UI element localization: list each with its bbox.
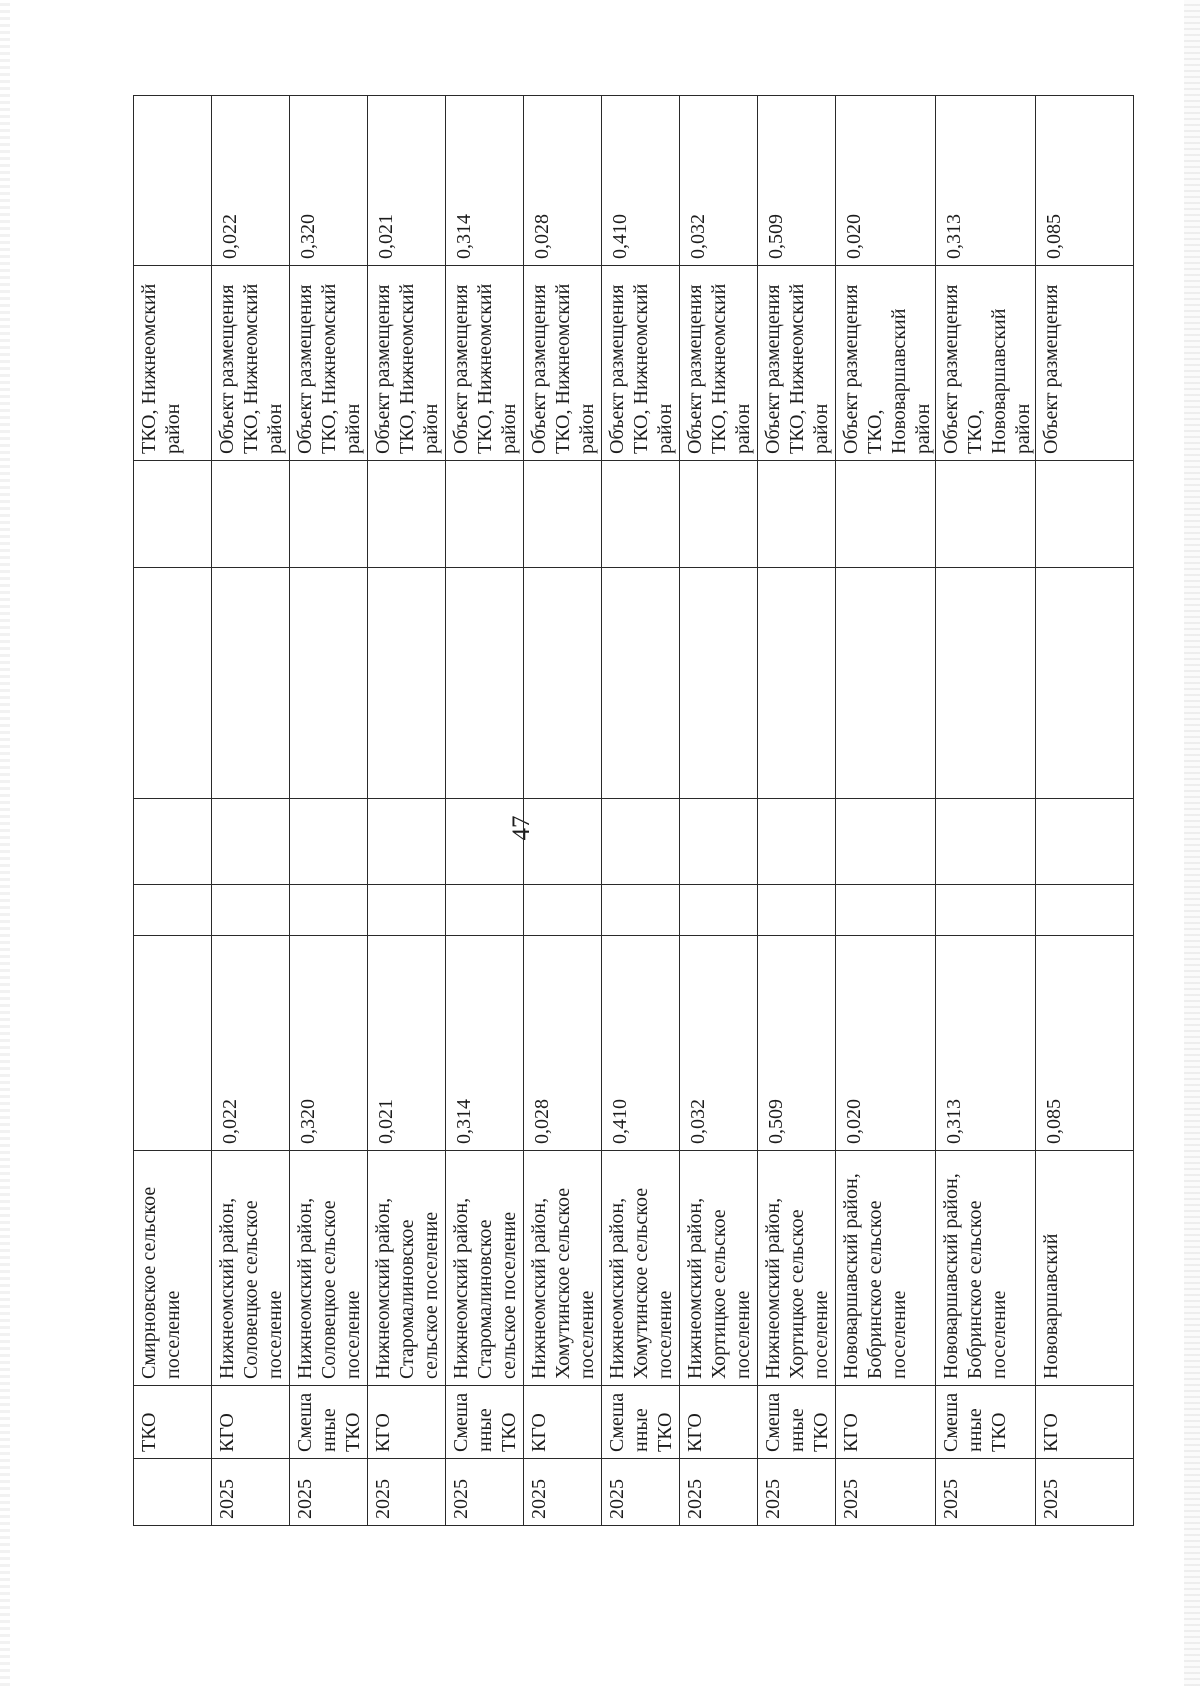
empty-cell xyxy=(758,568,836,799)
table-row xyxy=(446,96,524,1526)
waste-type-cell: ТКО xyxy=(134,1386,212,1459)
table-row xyxy=(290,96,368,1526)
year-cell: 2025 xyxy=(368,1459,446,1526)
table-row xyxy=(212,96,290,1526)
empty-cell xyxy=(602,799,680,885)
volume-cell: 0,320 xyxy=(290,936,368,1151)
volume-cell: 0,020 xyxy=(836,936,936,1151)
location-cell: Нижнеомский район, Старомалиновское сельское поселение xyxy=(446,1151,524,1386)
year-cell: 2025 xyxy=(936,1459,1036,1526)
empty-cell xyxy=(1036,461,1134,568)
empty-cell xyxy=(368,885,446,936)
empty-cell xyxy=(836,461,936,568)
waste-type-cell: КГО xyxy=(836,1386,936,1459)
volume-cell: 0,509 xyxy=(758,936,836,1151)
empty-cell xyxy=(212,799,290,885)
volume-cell: 0,028 xyxy=(524,936,602,1151)
disposal-object-cell: Объект размещения ТКО, Нижнеомский район xyxy=(524,266,602,461)
empty-cell xyxy=(758,461,836,568)
year-cell: 2025 xyxy=(212,1459,290,1526)
waste-type-cell: Смешанные ТКО xyxy=(936,1386,1036,1459)
table-row xyxy=(758,96,836,1526)
disposal-object-cell: Объект размещения ТКО, Нововаршавский район xyxy=(936,266,1036,461)
empty-cell xyxy=(212,885,290,936)
table-row xyxy=(134,96,212,1526)
volume-cell xyxy=(134,936,212,1151)
empty-cell xyxy=(134,885,212,936)
empty-cell xyxy=(936,799,1036,885)
year-cell: 2025 xyxy=(524,1459,602,1526)
empty-cell xyxy=(524,799,602,885)
table-row xyxy=(602,96,680,1526)
year-cell: 2025 xyxy=(1036,1459,1134,1526)
empty-cell xyxy=(680,461,758,568)
disposal-object-cell: Объект размещения ТКО, Нижнеомский район xyxy=(602,266,680,461)
empty-cell xyxy=(524,568,602,799)
empty-cell xyxy=(368,568,446,799)
empty-cell xyxy=(524,885,602,936)
table-row xyxy=(836,96,936,1526)
empty-cell xyxy=(936,461,1036,568)
waste-type-cell: КГО xyxy=(368,1386,446,1459)
volume-cell: 0,021 xyxy=(368,936,446,1151)
disposal-object-cell: Объект размещения ТКО, Нижнеомский район xyxy=(368,266,446,461)
year-cell: 2025 xyxy=(680,1459,758,1526)
waste-type-cell: Смешанные ТКО xyxy=(446,1386,524,1459)
location-cell: Нововаршавский район, Бобринское сельское поселение xyxy=(836,1151,936,1386)
volume-cell: 0,410 xyxy=(602,936,680,1151)
empty-cell xyxy=(446,885,524,936)
year-cell: 2025 xyxy=(290,1459,368,1526)
waste-type-cell: КГО xyxy=(1036,1386,1134,1459)
volume-cell: 0,314 xyxy=(446,936,524,1151)
year-cell: 2025 xyxy=(836,1459,936,1526)
empty-cell xyxy=(1036,799,1134,885)
empty-cell xyxy=(134,461,212,568)
disposal-object-cell: Объект размещения ТКО, Нижнеомский район xyxy=(680,266,758,461)
location-cell: Смирновское сельское поселение xyxy=(134,1151,212,1386)
empty-cell xyxy=(936,885,1036,936)
location-cell: Нижнеомский район, Хомутинское сельское поселение xyxy=(524,1151,602,1386)
empty-cell xyxy=(134,799,212,885)
empty-cell xyxy=(836,568,936,799)
volume-cell: 0,313 xyxy=(936,936,1036,1151)
empty-cell xyxy=(134,568,212,799)
location-cell: Нижнеомский район, Старомалиновское сельское поселение xyxy=(368,1151,446,1386)
table-row xyxy=(680,96,758,1526)
empty-cell xyxy=(290,568,368,799)
empty-cell xyxy=(758,799,836,885)
waste-table xyxy=(133,95,1134,1526)
empty-cell xyxy=(446,568,524,799)
empty-cell xyxy=(290,885,368,936)
year-cell: 2025 xyxy=(758,1459,836,1526)
disposal-volume-cell: 0,314 xyxy=(446,96,524,266)
disposal-volume-cell: 0,032 xyxy=(680,96,758,266)
location-cell: Нижнеомский район, Хомутинское сельское поселение xyxy=(602,1151,680,1386)
year-cell xyxy=(134,1459,212,1526)
location-cell: Нижнеомский район, Хортицкое сельское поселение xyxy=(758,1151,836,1386)
volume-cell: 0,032 xyxy=(680,936,758,1151)
waste-type-cell: Смешанные ТКО xyxy=(602,1386,680,1459)
disposal-object-cell: ТКО, Нижнеомский район xyxy=(134,266,212,461)
location-cell: Нововаршавский район, Бобринское сельское поселение xyxy=(936,1151,1036,1386)
location-cell: Нововаршавский xyxy=(1036,1151,1134,1386)
waste-type-cell: КГО xyxy=(212,1386,290,1459)
empty-cell xyxy=(602,568,680,799)
table-row xyxy=(1036,96,1134,1526)
empty-cell xyxy=(1036,568,1134,799)
table-row xyxy=(524,96,602,1526)
empty-cell xyxy=(368,799,446,885)
volume-cell: 0,085 xyxy=(1036,936,1134,1151)
empty-cell xyxy=(758,885,836,936)
empty-cell xyxy=(212,568,290,799)
disposal-volume-cell: 0,020 xyxy=(836,96,936,266)
disposal-volume-cell: 0,410 xyxy=(602,96,680,266)
empty-cell xyxy=(680,568,758,799)
year-cell: 2025 xyxy=(602,1459,680,1526)
empty-cell xyxy=(290,461,368,568)
disposal-volume-cell: 0,028 xyxy=(524,96,602,266)
disposal-volume-cell: 0,021 xyxy=(368,96,446,266)
disposal-volume-cell: 0,313 xyxy=(936,96,1036,266)
table-body xyxy=(134,96,1134,1526)
disposal-object-cell: Объект размещения ТКО, Нововаршавский район xyxy=(836,266,936,461)
empty-cell xyxy=(1036,885,1134,936)
empty-cell xyxy=(602,885,680,936)
empty-cell xyxy=(836,885,936,936)
empty-cell xyxy=(212,461,290,568)
table-row xyxy=(936,96,1036,1526)
empty-cell xyxy=(836,799,936,885)
empty-cell xyxy=(936,568,1036,799)
rotated-table-frame xyxy=(133,96,1089,1526)
disposal-object-cell: Объект размещения ТКО, Нижнеомский район xyxy=(290,266,368,461)
disposal-object-cell: Объект размещения ТКО, Нижнеомский район xyxy=(758,266,836,461)
scan-edge-left xyxy=(0,0,10,1686)
waste-type-cell: Смешанные ТКО xyxy=(758,1386,836,1459)
empty-cell xyxy=(446,461,524,568)
waste-type-cell: Смешанные ТКО xyxy=(290,1386,368,1459)
disposal-object-cell: Объект размещения ТКО, Нижнеомский район xyxy=(212,266,290,461)
empty-cell xyxy=(446,799,524,885)
waste-type-cell: КГО xyxy=(680,1386,758,1459)
disposal-object-cell: Объект размещения xyxy=(1036,266,1134,461)
empty-cell xyxy=(524,461,602,568)
disposal-volume-cell xyxy=(134,96,212,266)
waste-type-cell: КГО xyxy=(524,1386,602,1459)
disposal-volume-cell: 0,320 xyxy=(290,96,368,266)
empty-cell xyxy=(602,461,680,568)
disposal-volume-cell: 0,022 xyxy=(212,96,290,266)
location-cell: Нижнеомский район, Соловецкое сельское поселение xyxy=(290,1151,368,1386)
disposal-volume-cell: 0,509 xyxy=(758,96,836,266)
location-cell: Нижнеомский район, Соловецкое сельское поселение xyxy=(212,1151,290,1386)
page-number: 47 xyxy=(508,815,535,841)
volume-cell: 0,022 xyxy=(212,936,290,1151)
location-cell: Нижнеомский район, Хортицкое сельское поселение xyxy=(680,1151,758,1386)
empty-cell xyxy=(680,885,758,936)
disposal-object-cell: Объект размещения ТКО, Нижнеомский район xyxy=(446,266,524,461)
empty-cell xyxy=(290,799,368,885)
year-cell: 2025 xyxy=(446,1459,524,1526)
empty-cell xyxy=(368,461,446,568)
scan-edge-right xyxy=(1184,0,1200,1686)
table-row xyxy=(368,96,446,1526)
disposal-volume-cell: 0,085 xyxy=(1036,96,1134,266)
empty-cell xyxy=(680,799,758,885)
